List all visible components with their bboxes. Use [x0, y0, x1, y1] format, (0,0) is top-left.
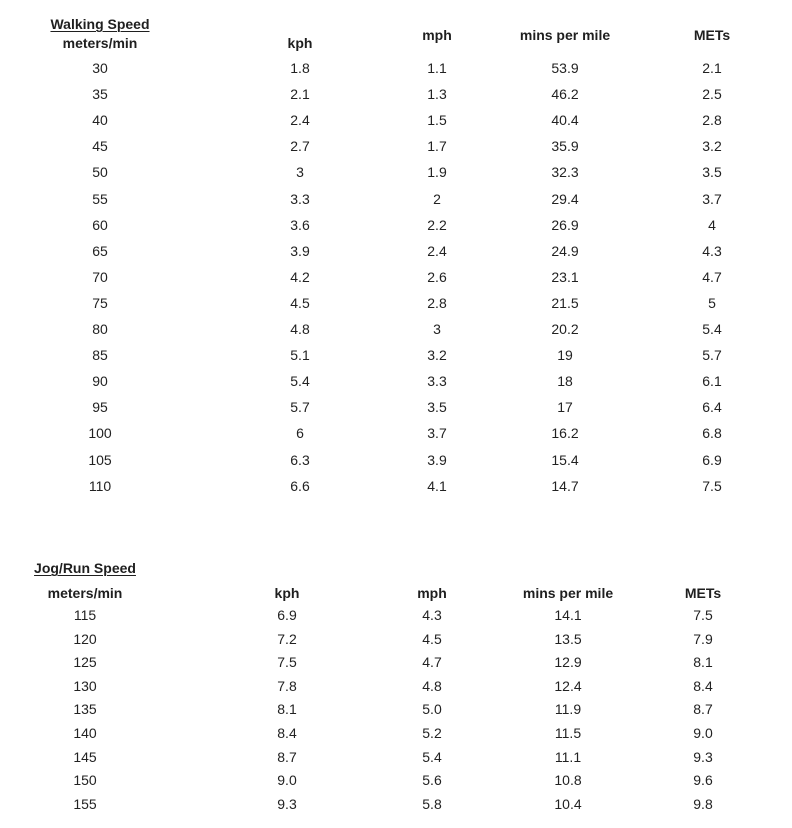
walking-cell-mins-per-mile: 35.9 — [551, 138, 579, 154]
walking-cell-mets: 3.7 — [702, 191, 722, 207]
walking-cell-meters-per-min: 85 — [92, 347, 108, 363]
walking-cell-meters-per-min: 90 — [92, 373, 108, 389]
walking-cell-mins-per-mile: 23.1 — [551, 269, 579, 285]
jogrun-cell-meters-per-min: 130 — [73, 678, 97, 694]
jogrun-cell-meters-per-min: 145 — [73, 749, 97, 765]
walking-cell-kph: 6.3 — [290, 452, 310, 468]
walking-table-title: Walking Speed — [50, 16, 150, 32]
walking-cell-mph: 3.2 — [427, 347, 447, 363]
walking-cell-meters-per-min: 35 — [92, 86, 108, 102]
jogrun-cell-meters-per-min: 155 — [73, 796, 97, 812]
walking-cell-kph: 1.8 — [290, 60, 310, 76]
walking-cell-mph: 1.7 — [427, 138, 447, 154]
jogrun-cell-mph: 5.8 — [422, 796, 442, 812]
walking-cell-mets: 7.5 — [702, 478, 722, 494]
jogrun-header-mets: METs — [684, 585, 722, 601]
jogrun-cell-mph: 4.7 — [422, 654, 442, 670]
jogrun-cell-mins-per-mile: 10.4 — [554, 796, 582, 812]
jogrun-cell-mph: 5.6 — [422, 772, 442, 788]
jogrun-cell-mins-per-mile: 12.4 — [554, 678, 582, 694]
walking-cell-mins-per-mile: 18 — [557, 373, 573, 389]
walking-cell-mins-per-mile: 53.9 — [551, 60, 579, 76]
walking-header-mets: METs — [693, 27, 731, 43]
walking-cell-mins-per-mile: 46.2 — [551, 86, 579, 102]
walking-cell-mph: 1.5 — [427, 112, 447, 128]
walking-cell-kph: 6 — [296, 425, 304, 441]
walking-cell-kph: 4.2 — [290, 269, 310, 285]
jogrun-cell-mph: 5.0 — [422, 701, 442, 717]
walking-cell-mets: 6.4 — [702, 399, 722, 415]
walking-cell-mph: 3.5 — [427, 399, 447, 415]
walking-cell-meters-per-min: 75 — [92, 295, 108, 311]
walking-header-meters-per-min: meters/min — [62, 35, 138, 51]
jogrun-cell-kph: 7.2 — [277, 631, 297, 647]
jogrun-cell-mins-per-mile: 10.8 — [554, 772, 582, 788]
walking-cell-mets: 6.1 — [702, 373, 722, 389]
jogrun-cell-kph: 8.7 — [277, 749, 297, 765]
walking-cell-meters-per-min: 70 — [92, 269, 108, 285]
jogrun-cell-meters-per-min: 135 — [73, 701, 97, 717]
walking-cell-meters-per-min: 30 — [92, 60, 108, 76]
walking-header-mins-per-mile: mins per mile — [519, 27, 611, 43]
walking-cell-mph: 3.3 — [427, 373, 447, 389]
jogrun-cell-mph: 5.4 — [422, 749, 442, 765]
walking-header-kph: kph — [287, 35, 313, 51]
walking-cell-meters-per-min: 45 — [92, 138, 108, 154]
walking-cell-mets: 5 — [708, 295, 716, 311]
walking-cell-mets: 2.1 — [702, 60, 722, 76]
walking-cell-mph: 4.1 — [427, 478, 447, 494]
walking-cell-mins-per-mile: 17 — [557, 399, 573, 415]
jogrun-cell-mph: 4.5 — [422, 631, 442, 647]
walking-cell-mins-per-mile: 14.7 — [551, 478, 579, 494]
jogrun-cell-mins-per-mile: 11.5 — [554, 725, 582, 741]
walking-cell-kph: 2.4 — [290, 112, 310, 128]
jogrun-cell-mins-per-mile: 11.9 — [554, 701, 582, 717]
jogrun-table-title: Jog/Run Speed — [34, 560, 136, 576]
walking-cell-kph: 3.9 — [290, 243, 310, 259]
walking-cell-mph: 3.9 — [427, 452, 447, 468]
jogrun-cell-meters-per-min: 115 — [73, 607, 97, 623]
walking-cell-meters-per-min: 105 — [88, 452, 112, 468]
jogrun-cell-mets: 9.3 — [693, 749, 713, 765]
walking-cell-meters-per-min: 50 — [92, 164, 108, 180]
walking-header-mph: mph — [422, 27, 452, 43]
walking-cell-meters-per-min: 95 — [92, 399, 108, 415]
walking-cell-mins-per-mile: 32.3 — [551, 164, 579, 180]
jogrun-header-meters-per-min: meters/min — [47, 585, 123, 601]
walking-cell-mins-per-mile: 15.4 — [551, 452, 579, 468]
walking-cell-meters-per-min: 55 — [92, 191, 108, 207]
jogrun-cell-mets: 8.7 — [693, 701, 713, 717]
jogrun-cell-kph: 6.9 — [277, 607, 297, 623]
walking-cell-mins-per-mile: 29.4 — [551, 191, 579, 207]
jogrun-cell-mins-per-mile: 14.1 — [554, 607, 582, 623]
jogrun-cell-mph: 4.8 — [422, 678, 442, 694]
jogrun-cell-kph: 9.0 — [277, 772, 297, 788]
walking-cell-kph: 3.6 — [290, 217, 310, 233]
walking-cell-mets: 6.8 — [702, 425, 722, 441]
jogrun-cell-mins-per-mile: 12.9 — [554, 654, 582, 670]
walking-cell-meters-per-min: 80 — [92, 321, 108, 337]
walking-cell-mins-per-mile: 21.5 — [551, 295, 579, 311]
jogrun-header-mins-per-mile: mins per mile — [522, 585, 614, 601]
jogrun-cell-mins-per-mile: 11.1 — [554, 749, 582, 765]
walking-cell-mph: 3.7 — [427, 425, 447, 441]
walking-cell-mets: 5.4 — [702, 321, 722, 337]
walking-cell-mph: 1.1 — [427, 60, 447, 76]
jogrun-cell-mets: 9.8 — [693, 796, 713, 812]
walking-cell-mins-per-mile: 19 — [557, 347, 573, 363]
walking-cell-mins-per-mile: 26.9 — [551, 217, 579, 233]
walking-cell-kph: 5.7 — [290, 399, 310, 415]
jogrun-cell-mets: 7.5 — [693, 607, 713, 623]
walking-cell-mets: 2.8 — [702, 112, 722, 128]
jogrun-cell-kph: 8.1 — [277, 701, 297, 717]
walking-cell-mph: 1.9 — [427, 164, 447, 180]
walking-cell-kph: 5.1 — [290, 347, 310, 363]
walking-cell-kph: 6.6 — [290, 478, 310, 494]
jogrun-cell-mets: 8.4 — [693, 678, 713, 694]
jogrun-cell-mins-per-mile: 13.5 — [554, 631, 582, 647]
jogrun-cell-kph: 9.3 — [277, 796, 297, 812]
walking-cell-mets: 4.3 — [702, 243, 722, 259]
jogrun-cell-meters-per-min: 140 — [73, 725, 97, 741]
walking-cell-meters-per-min: 40 — [92, 112, 108, 128]
walking-cell-meters-per-min: 60 — [92, 217, 108, 233]
walking-cell-kph: 3 — [296, 164, 304, 180]
walking-cell-kph: 2.7 — [290, 138, 310, 154]
walking-cell-mph: 3 — [433, 321, 441, 337]
walking-cell-mets: 2.5 — [702, 86, 722, 102]
walking-cell-kph: 4.5 — [290, 295, 310, 311]
jogrun-cell-kph: 8.4 — [277, 725, 297, 741]
walking-cell-mph: 2 — [433, 191, 441, 207]
walking-cell-mets: 5.7 — [702, 347, 722, 363]
walking-cell-mins-per-mile: 16.2 — [551, 425, 579, 441]
walking-cell-mph: 2.6 — [427, 269, 447, 285]
jogrun-cell-mets: 9.6 — [693, 772, 713, 788]
jogrun-header-mph: mph — [417, 585, 447, 601]
jogrun-cell-meters-per-min: 125 — [73, 654, 97, 670]
walking-cell-kph: 2.1 — [290, 86, 310, 102]
jogrun-cell-kph: 7.5 — [277, 654, 297, 670]
walking-cell-mins-per-mile: 20.2 — [551, 321, 579, 337]
walking-cell-meters-per-min: 65 — [92, 243, 108, 259]
walking-cell-mets: 4.7 — [702, 269, 722, 285]
walking-cell-mets: 4 — [708, 217, 716, 233]
jogrun-cell-mets: 7.9 — [693, 631, 713, 647]
jogrun-cell-meters-per-min: 120 — [73, 631, 97, 647]
walking-cell-meters-per-min: 110 — [88, 478, 112, 494]
walking-cell-meters-per-min: 100 — [88, 425, 112, 441]
walking-cell-mins-per-mile: 40.4 — [551, 112, 579, 128]
jogrun-cell-mets: 9.0 — [693, 725, 713, 741]
walking-cell-mets: 3.2 — [702, 138, 722, 154]
jogrun-cell-mph: 4.3 — [422, 607, 442, 623]
walking-cell-mph: 2.4 — [427, 243, 447, 259]
jogrun-cell-kph: 7.8 — [277, 678, 297, 694]
walking-cell-kph: 4.8 — [290, 321, 310, 337]
walking-cell-kph: 5.4 — [290, 373, 310, 389]
walking-cell-mph: 2.8 — [427, 295, 447, 311]
walking-cell-mph: 2.2 — [427, 217, 447, 233]
walking-cell-kph: 3.3 — [290, 191, 310, 207]
walking-cell-mins-per-mile: 24.9 — [551, 243, 579, 259]
jogrun-cell-meters-per-min: 150 — [73, 772, 97, 788]
jogrun-header-kph: kph — [274, 585, 300, 601]
walking-cell-mets: 6.9 — [702, 452, 722, 468]
walking-cell-mets: 3.5 — [702, 164, 722, 180]
walking-cell-mph: 1.3 — [427, 86, 447, 102]
jogrun-cell-mets: 8.1 — [693, 654, 713, 670]
jogrun-cell-mph: 5.2 — [422, 725, 442, 741]
